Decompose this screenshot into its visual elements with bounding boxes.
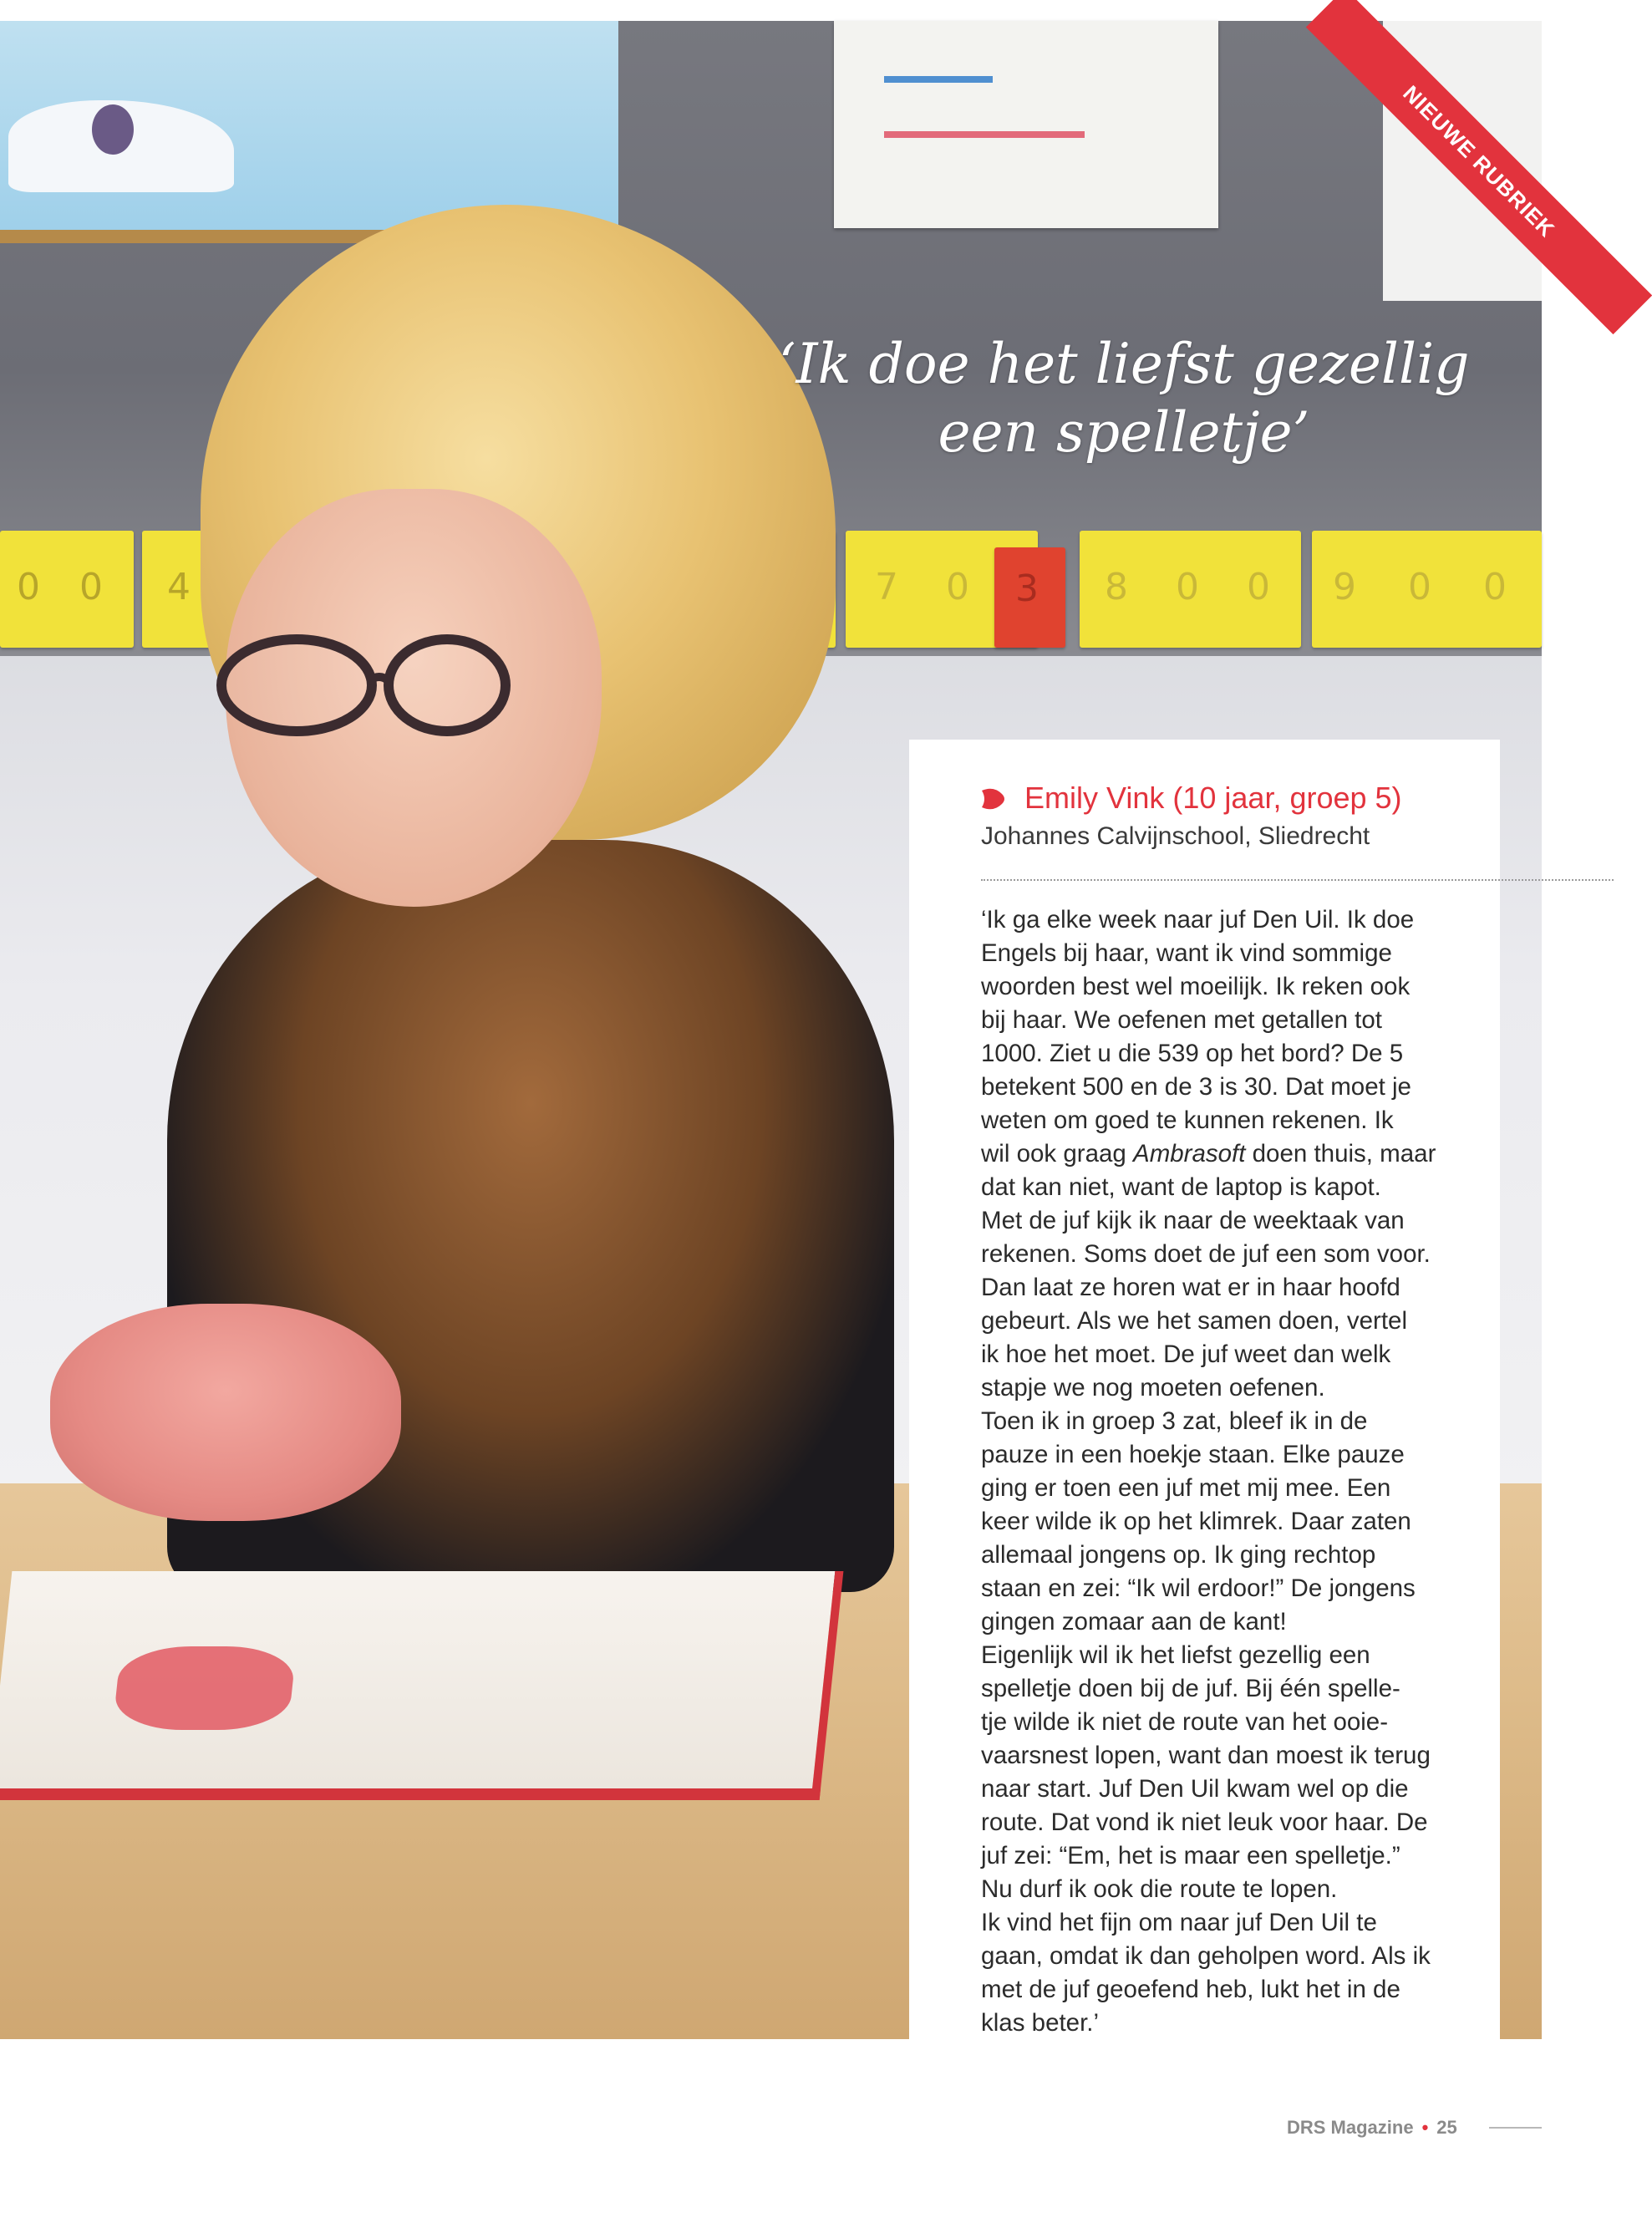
article-line: tje wilde ik niet de route van het ooie- — [981, 1708, 1389, 1736]
number-card: 0 — [1408, 566, 1431, 608]
article-line: gaan, omdat ik dan geholpen word. Als ik — [981, 1942, 1431, 1970]
article-line: dat kan niet, want de laptop is kapot. — [981, 1173, 1381, 1201]
number-card: 0 — [79, 566, 103, 608]
badge-corner — [1253, 21, 1560, 309]
book-illustration — [112, 1646, 297, 1730]
article-line: Eigenlijk wil ik het liefst gezellig een — [981, 1641, 1370, 1669]
article-line: bij haar. We oefenen met getallen tot — [981, 1006, 1382, 1034]
article-line: pauze in een hoekje staan. Elke pauze — [981, 1441, 1405, 1468]
article-panel — [909, 740, 1500, 2039]
article-body — [981, 903, 1482, 2040]
article-line: Ik vind het fijn om naar juf Den Uil te — [981, 1909, 1377, 1936]
number-card: 4 — [167, 566, 191, 608]
poster-line — [884, 76, 993, 83]
headline-line: ‘Ik doe het liefst gezellig — [778, 332, 1470, 396]
footer-rule — [1489, 2127, 1542, 2129]
article-line: route. Dat vond ik niet leuk voor haar. De — [981, 1808, 1428, 1836]
profile-school: Johannes Calvijnschool, Sliedrecht — [981, 822, 1370, 850]
article-line: woorden best wel moeilijk. Ik reken ook — [981, 973, 1411, 1000]
article-line: Dan laat ze horen wat er in haar hoofd — [981, 1274, 1400, 1301]
headline-quote — [735, 330, 1512, 467]
speech-bubble-icon — [978, 787, 1007, 811]
article-line: gebeurt. Als we het samen doen, vertel — [981, 1307, 1407, 1335]
number-card: 3 — [1015, 567, 1039, 610]
footer-separator: • — [1421, 2117, 1429, 2138]
article-line: ‘Ik ga elke week naar juf Den Uil. Ik doe — [981, 906, 1415, 933]
number-card: 0 — [946, 566, 969, 608]
article-line: betekent 500 en de 3 is 30. Dat moet je — [981, 1073, 1411, 1101]
profile-name: Emily Vink (10 jaar, groep 5) — [1024, 781, 1402, 815]
headline-line: een spelletje’ — [938, 400, 1310, 465]
article-line: vaarsnest lopen, want dan moest ik terug — [981, 1742, 1431, 1769]
number-card: 9 — [1333, 566, 1356, 608]
article-line: Nu durf ik ook die route te lopen. — [981, 1875, 1338, 1903]
article-line: allemaal jongens op. Ik ging rechtop — [981, 1541, 1376, 1569]
article-line: wil ook graag Ambrasoft doen thuis, maar — [981, 1140, 1436, 1167]
article-line: juf zei: “Em, het is maar een spelletje.” — [981, 1842, 1400, 1869]
article-line: klas beter.’ — [981, 2009, 1100, 2037]
article-line: stapje we nog moeten oefenen. — [981, 1374, 1325, 1401]
page-footer — [1287, 2113, 1457, 2143]
article-line: rekenen. Soms doet de juf een som voor. — [981, 1240, 1431, 1268]
article-line: weten om goed te kunnen rekenen. Ik — [981, 1106, 1394, 1134]
article-line: met de juf geoefend heb, lukt het in de — [981, 1976, 1400, 2003]
wall-poster-center — [834, 21, 1218, 228]
new-section-badge: NIEUWE RUBRIEK — [1306, 0, 1652, 334]
poster-line — [884, 131, 1085, 138]
page-number: 25 — [1436, 2117, 1457, 2138]
number-card: 8 — [1105, 566, 1128, 608]
article-line: ging er toen een juf met mij mee. Een — [981, 1474, 1391, 1502]
article-line: Engels bij haar, want ik vind sommige — [981, 939, 1392, 967]
article-line: ik hoe het moet. De juf weet dan welk — [981, 1340, 1391, 1368]
article-line: gingen zomaar aan de kant! — [981, 1608, 1287, 1635]
girl-glasses — [209, 631, 526, 740]
dotted-divider — [981, 879, 1614, 881]
magazine-name: DRS Magazine — [1287, 2117, 1414, 2138]
article-line: keer wilde ik op het klimrek. Daar zaten — [981, 1508, 1411, 1535]
number-card: 7 — [875, 566, 898, 608]
article-line: naar start. Juf Den Uil kwam wel op die — [981, 1775, 1409, 1803]
article-line: spelletje doen bij de juf. Bij één spelle- — [981, 1675, 1400, 1702]
number-card: 0 — [17, 566, 40, 608]
number-card: 0 — [1483, 566, 1507, 608]
number-card: 0 — [1247, 566, 1270, 608]
article-line: 1000. Ziet u die 539 op het bord? De 5 — [981, 1040, 1404, 1067]
article-line: Toen ik in groep 3 zat, bleef ik in de — [981, 1407, 1368, 1435]
girl-hands — [50, 1304, 401, 1521]
article-line: Met de juf kijk ik naar de weektaak van — [981, 1207, 1405, 1234]
number-card: 0 — [1176, 566, 1199, 608]
poster-seal — [92, 104, 134, 155]
article-line: staan en zei: “Ik wil erdoor!” De jongens — [981, 1574, 1416, 1602]
open-book — [0, 1571, 843, 1800]
